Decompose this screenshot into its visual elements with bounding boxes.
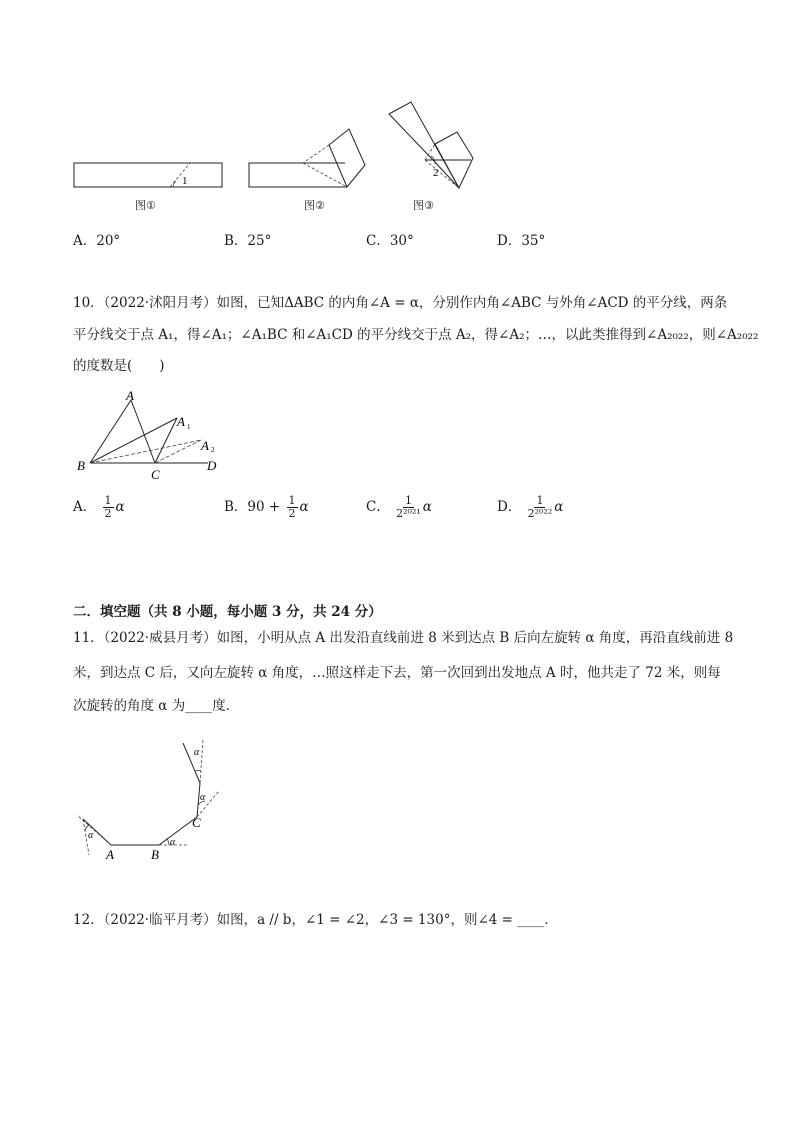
q11-label-b: B xyxy=(151,847,159,862)
q10-label-d: D xyxy=(207,458,217,473)
section-2-title: 二．填空题（共 8 小题，每小题 3 分，共 24 分） xyxy=(73,604,382,620)
q10-label-a1-sub: 1 xyxy=(187,423,191,431)
q10-option-a-fraction: $\frac{1}{2}$ xyxy=(104,494,112,520)
q10-figure xyxy=(73,388,233,483)
q9-figure-2-caption: 图② xyxy=(304,199,325,212)
q9-option-b[interactable]: B．25° xyxy=(224,233,272,249)
q10-stem-line-3: 的度数是( ) xyxy=(73,358,165,374)
q11-stem-line-3: 次旋转的角度 α 为____度． xyxy=(73,698,240,714)
q9-angle-1-label: 1 xyxy=(182,175,188,187)
q9-figure-2 xyxy=(245,125,370,195)
q10-option-b-fraction: $\frac{1}{2}$ xyxy=(288,494,296,520)
q11-alpha-label-1: α xyxy=(88,830,94,841)
q11-label-c: C xyxy=(192,815,201,830)
q11-stem-line-1: 11．（2022·威县月考）如图，小明从点 A 出发沿直线前进 8 米到达点 B 后向左旋转 α 角度，再沿直线前进 8 xyxy=(73,630,734,646)
q10-option-c-fraction: $\frac{1}{\text{2²⁰²¹}}$ xyxy=(396,494,421,520)
q9-figure-1-caption: 图① xyxy=(135,199,156,212)
q11-stem-line-2: 米，到达点 C 后，又向左旋转 α 角度，…照这样走下去，第一次回到出发地点 A 时，他共走了 72 米，则每 xyxy=(73,665,721,681)
q9-figure-3 xyxy=(385,98,480,193)
q9-option-d[interactable]: D．35° xyxy=(497,233,546,249)
q9-angle-2-label: 2 xyxy=(433,167,439,179)
q10-label-a1: A xyxy=(177,414,185,429)
q10-option-c[interactable]: C． $\frac{1}{\text{2²⁰²¹}}$ α xyxy=(366,494,432,520)
q11-alpha-label-4: α xyxy=(194,747,200,758)
q10-stem-line-2: 平分线交于点 A₁，得∠A₁；∠A₁BC 和∠A₁CD 的平分线交于点 A₂，得∠A₂；…，以此类推得到∠A₂₀₂₂，则∠A₂₀₂₂ xyxy=(73,327,759,343)
q10-label-a2: A xyxy=(201,438,209,453)
q10-label-a: A xyxy=(126,388,134,403)
q10-option-a[interactable]: A． $\frac{1}{2}$ α xyxy=(73,494,125,520)
q10-label-b: B xyxy=(77,458,85,473)
q10-label-a2-sub: 2 xyxy=(211,446,215,454)
q10-stem-line-1: 10．（2022·沭阳月考）如图，已知ΔABC 的内角∠A = α，分别作内角∠ABC 与外角∠ACD 的平分线，两条 xyxy=(73,295,728,311)
q10-label-c: C xyxy=(151,467,160,482)
q9-option-a[interactable]: A．20° xyxy=(73,233,121,249)
q11-label-a: A xyxy=(106,847,114,862)
q11-figure xyxy=(73,735,233,865)
q9-figure-3-caption: 图③ xyxy=(413,199,434,212)
q9-option-c[interactable]: C．30° xyxy=(366,233,414,249)
q11-alpha-label-2: α xyxy=(170,837,176,848)
q10-option-d-fraction: $\frac{1}{\text{2²⁰²²}}$ xyxy=(527,494,553,520)
q10-option-d[interactable]: D． $\frac{1}{\text{2²⁰²²}}$ α xyxy=(497,494,564,520)
q9-figure-1 xyxy=(70,158,230,198)
q12-stem-line-1: 12．（2022·临平月考）如图，a // b，∠1 = ∠2，∠3 = 130°，则∠4 = ____． xyxy=(73,912,558,928)
q11-alpha-label-3: α xyxy=(200,792,206,803)
q10-option-b[interactable]: B．90 + $\frac{1}{2}$ α xyxy=(224,494,309,520)
